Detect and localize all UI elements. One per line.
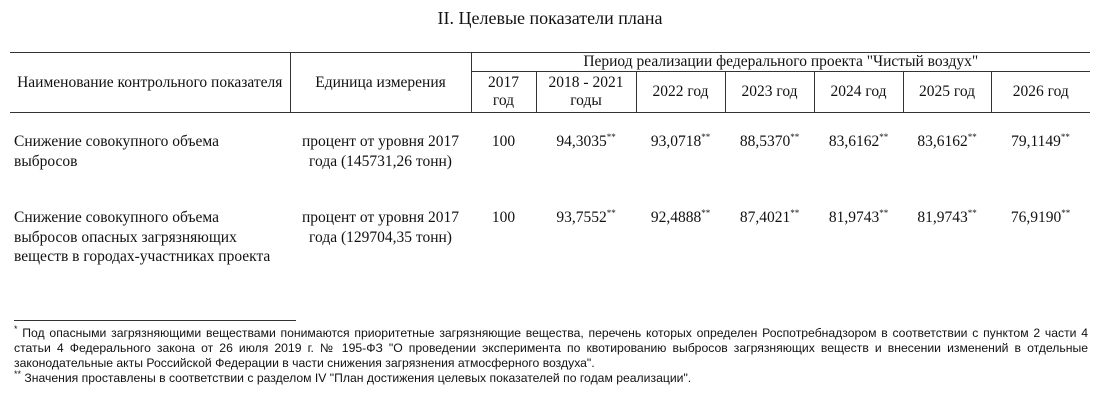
value-cell: 93,7552**	[556, 208, 616, 226]
footnote	[14, 371, 1088, 386]
value-cell: 92,4888**	[650, 208, 711, 226]
footnote-marker: *	[14, 324, 18, 334]
header-year: 2025 год	[903, 72, 991, 113]
header-year: 2023 год	[725, 72, 814, 113]
header-year: 2024 год	[814, 72, 903, 113]
header-period: Период реализации федерального проекта "Чистый воздух"	[471, 53, 1090, 72]
header-indicator-name: Наименование контрольного показателя	[10, 53, 290, 113]
value-cell: 87,4021**	[739, 208, 800, 226]
table-row	[10, 190, 1090, 267]
footnote-divider	[14, 320, 296, 321]
value-cell: 88,5370**	[739, 132, 800, 150]
value-cell: 100	[491, 209, 516, 226]
footnotes	[14, 326, 1088, 386]
indicator-name: Снижение совокупного объема выбросов опасных загрязняющих веществ в городах-участниках проекта	[14, 209, 271, 265]
header-year: 2017 год	[471, 72, 536, 113]
value-cell: 100	[491, 133, 516, 150]
footnote-text: Под опасными загрязняющими веществами понимаются приоритетные загрязняющие вещества, перечень которых определен Роспотребнадзором в соответствии с пунктом 2 части 4 статьи 4 Федерального закона от 26 июля 2019 г. № 195-ФЗ "О проведении эксперимента по квотированию выбросов загрязняющих веществ и внесении изменений в отдельные законодательные акты Российской Федерации в части снижения загрязнения атмосферного воздуха".	[14, 326, 1089, 370]
value-cell: 81,9743**	[917, 208, 977, 226]
header-year: 2026 год	[991, 72, 1090, 113]
indicator-name: Снижение совокупного объема выбросов	[14, 133, 219, 170]
footnote-text: Значения проставлены в соответствии с разделом IV "План достижения целевых показателей по годам реализации".	[24, 371, 692, 385]
targets-table	[10, 52, 1090, 267]
section-title: II. Целевые показатели плана	[437, 8, 663, 28]
footnote-marker: **	[14, 369, 22, 379]
value-cell: 93,0718**	[650, 132, 711, 150]
header-year: 2018 - 2021 годы	[536, 72, 636, 113]
table-row	[10, 113, 1090, 191]
value-cell: 94,3035**	[556, 132, 616, 150]
indicator-unit: процент от уровня 2017 года (129704,35 тонн)	[302, 209, 459, 246]
value-cell: 83,6162**	[917, 132, 977, 150]
value-cell: 76,9190**	[1010, 208, 1071, 226]
header-unit: Единица измерения	[290, 53, 471, 113]
footnote	[14, 326, 1088, 371]
value-cell: 79,1149**	[1011, 132, 1070, 150]
header-year: 2022 год	[636, 72, 725, 113]
value-cell: 83,6162**	[828, 132, 889, 150]
value-cell: 81,9743**	[828, 208, 889, 226]
indicator-unit: процент от уровня 2017 года (145731,26 тонн)	[302, 133, 459, 170]
